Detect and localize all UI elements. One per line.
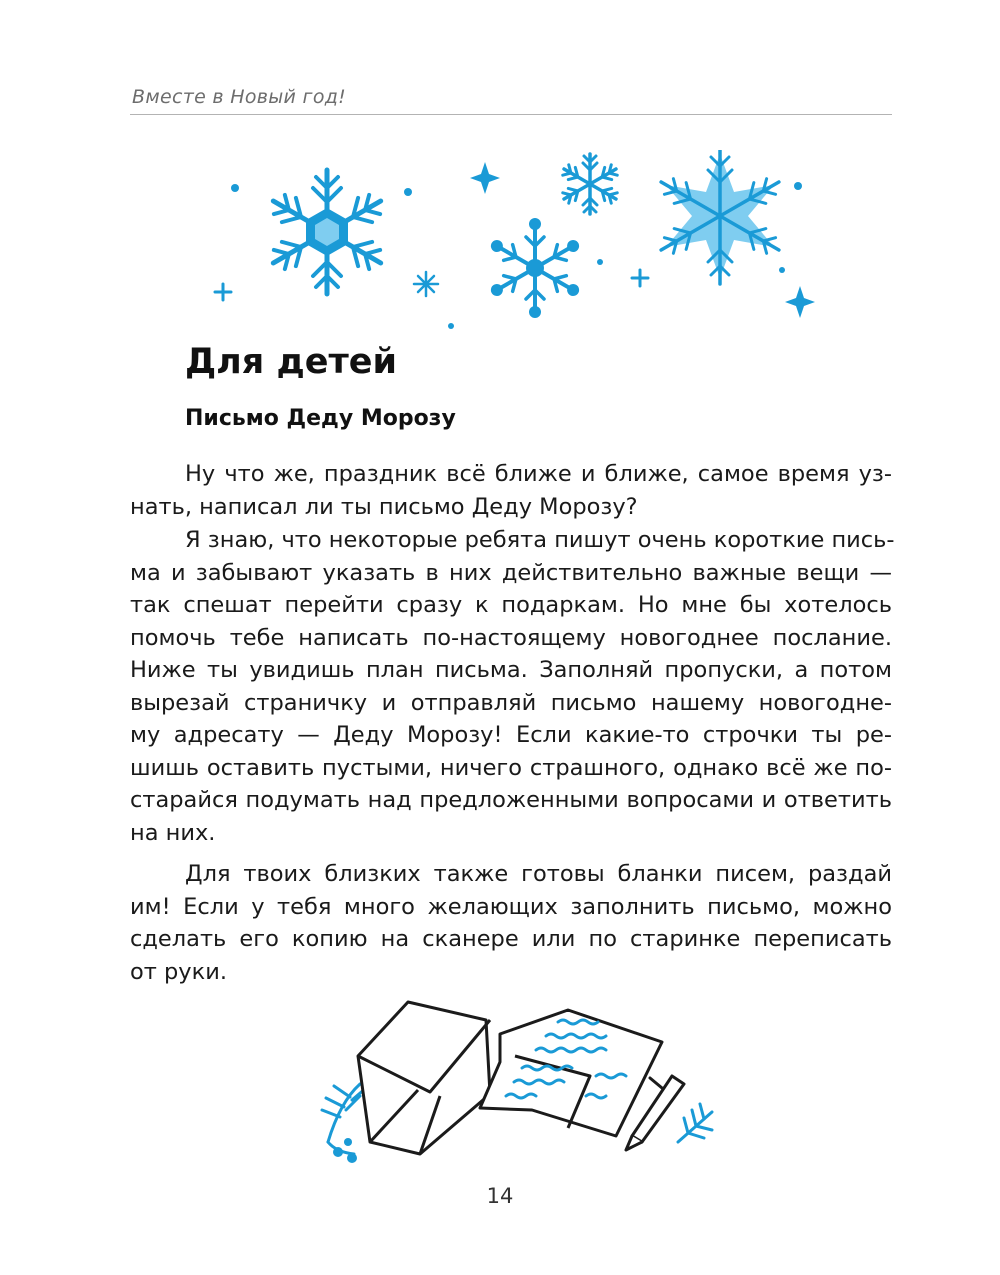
- text-line: им! Если у тебя много желающих заполнить письмо, можно: [130, 893, 892, 920]
- section-title: Для детей: [185, 342, 398, 382]
- text-line: шишь оставить пустыми, ничего страшного, однако всё же по-: [130, 754, 892, 781]
- text-line: так спешат перейти сразу к подаркам. Но мне бы хотелось: [130, 592, 892, 618]
- page-number: 14: [486, 1184, 514, 1208]
- text-line: Для твоих близких также готовы бланки писем, раздай: [185, 861, 892, 887]
- envelope-letter-pen-illustration-icon: [300, 992, 720, 1167]
- paragraph-1: [130, 458, 892, 523]
- text-line: нать, написал ли ты письмо Деду Морозу?: [130, 493, 638, 520]
- text-line: старайся подумать над предложенными вопросами и ответить: [130, 787, 892, 813]
- snowflakes-decoration-icon: [200, 150, 840, 340]
- text-line: от руки.: [130, 958, 227, 985]
- text-line: му адресату — Деду Морозу! Если какие-то строчки ты ре-: [130, 722, 892, 748]
- header-divider: [130, 114, 892, 115]
- text-line: Я знаю, что некоторые ребята пишут очень короткие пись-: [185, 527, 895, 553]
- text-line: на них.: [130, 819, 216, 846]
- section-subtitle: Письмо Деду Морозу: [185, 406, 456, 431]
- running-title: Вместе в Новый год!: [132, 86, 347, 108]
- text-line: сделать его копию на сканере или по старинке переписать: [130, 926, 892, 952]
- text-line: ма и забывают указать в них действительно важные вещи —: [130, 559, 892, 586]
- paragraph-2: [130, 524, 895, 849]
- paragraph-3: [130, 858, 892, 988]
- text-line: Ниже ты увидишь план письма. Заполняй пропуски, а потом: [130, 657, 892, 683]
- text-line: Ну что же, праздник всё ближе и ближе, самое время уз-: [185, 461, 892, 487]
- text-line: вырезай страничку и отправляй письмо нашему новогодне-: [130, 689, 892, 716]
- text-line: помочь тебе написать по-настоящему новогоднее послание.: [130, 624, 892, 651]
